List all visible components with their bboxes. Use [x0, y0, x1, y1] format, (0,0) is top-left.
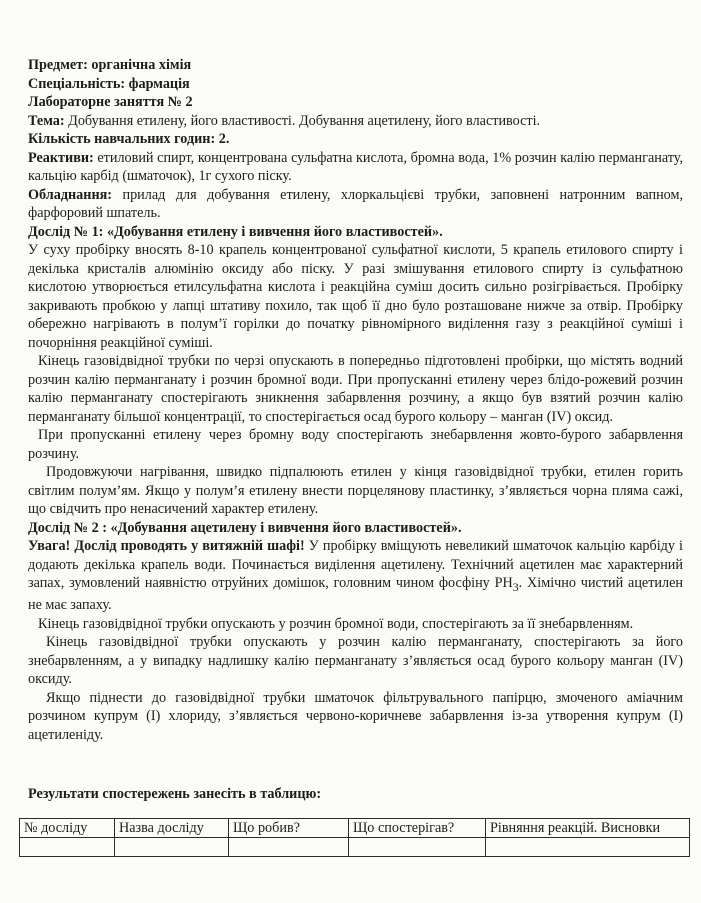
results-table — [19, 818, 690, 857]
experiment-2-paragraph-4: Якщо піднести до газовідвідної трубки шматочок фільтрувального папірцю, змоченого аміачним розчином купрум (I) хлориду, з’являється червоно-коричневе забарвлення із-за утворення купрум (I) ацетиленіду. — [28, 689, 683, 743]
results-table-empty-row — [20, 838, 690, 857]
hours-line: Кількість навчальних годин: 2. — [28, 131, 230, 147]
experiment-2-paragraph-3: Кінець газовідвідної трубки опускають у розчин калію перманганату, спостерігають за його знебарвленням, а у випадку надлишку калію перманганату з’являється осад бурого кольору манган (IV) оксиду. — [28, 634, 683, 688]
empty-cell — [229, 838, 349, 857]
warning-text: Увага! Дослід проводять у витяжній шафі! — [28, 538, 305, 554]
experiment-2-paragraph-1-end: . Хімічно чистий ацетилен не має запаху. — [28, 575, 683, 614]
reagents-paragraph — [28, 149, 683, 186]
header-what-observed: Що спостерігав? — [349, 819, 486, 838]
header-experiment-number: № досліду — [20, 819, 115, 838]
equipment-text: прилад для добування етилену, хлоркальцієві трубки, заповнені натронним вапном, фарфоровий шпатель. — [28, 186, 684, 221]
empty-cell — [349, 838, 486, 857]
results-table-header-row — [20, 819, 690, 838]
empty-cell — [115, 838, 229, 857]
equipment-paragraph — [28, 186, 683, 223]
experiment-2-paragraph-2: Кінець газовідвідної трубки опускають у розчин бромної води, спостерігають за її знебарвленням. — [38, 615, 634, 632]
topic-label: Тема: — [28, 112, 65, 129]
experiment-1-paragraph-1: У суху пробірку вносять 8-10 крапель концентрованої сульфатної кислоти, 5 крапель етилового спирту і декілька кристалів алюмінію оксиду або піску. У разі змішування етилового спирту із сульфатною кислотою утворюється етилсульфатна кислота і реакційна суміш досить сильно розігрівається. Пробірку закривають пробкою у лапці штативу похило, так щоб її дно було розташоване нижче за отвір. Пробірку обережно нагрівають в полум’ї горілки до початку рівномірного виділення газу з реакційної суміші і почорніння реакційної суміші. — [28, 242, 683, 351]
experiment-1-paragraph-3: При пропусканні етилену через бромну воду спостерігають знебарвлення жовто-бурого забарвлення розчину. — [28, 427, 683, 462]
header-what-done: Що робив? — [229, 819, 349, 838]
experiment-1-paragraph-4: Продовжуючи нагрівання, швидко підпалюють етилен у кінця газовідвідної трубки, етилен горить світлим полум’ям. Якщо у полум’я етилену внести порцелянову пластинку, з’являється чорна пляма сажі, що свідчить про ненасичений характер етилену. — [28, 464, 683, 517]
experiment-2-title: Дослід № 2 : «Добування ацетилену і вивчення його властивостей». — [28, 519, 462, 536]
experiment-1-paragraph-2: Кінець газовідвідної трубки по черзі опускають в попередньо підготовлені пробірки, що містять водний розчин калію перманганату і розчин бромної води. При пропусканні етилену через блідо-рожевий розчин калію перманганату спостерігають зникнення забарвлення розчину, а якщо був взятий розчин калію перманганату більшої концентрації, то спостерігається осад бурого кольору – манган (IV) оксид. — [28, 353, 683, 425]
experiment-1-title: Дослід № 1: «Добування етилену і вивчення його властивостей». — [28, 223, 443, 240]
equipment-label: Обладнання: — [28, 186, 113, 203]
empty-cell — [486, 838, 690, 857]
document-body — [28, 56, 683, 744]
subject-line: Предмет: органічна хімія — [28, 57, 192, 73]
topic-line — [28, 112, 683, 131]
header-experiment-name: Назва досліду — [115, 819, 229, 838]
reagents-label: Реактиви: — [28, 149, 94, 166]
header-reaction-equations: Рівняння реакцій. Висновки — [486, 819, 690, 838]
experiment-2-paragraph-1-text: У пробірку вміщують невеликий шматочок кальцію карбіду і додають декілька крапель води. Починається виділення ацетилену. Технічний ацетилен має характерний запах, зумовлений наявністю отруйних домішок, головним чином фосфіну РН — [28, 538, 683, 591]
reagents-text: етиловий спирт, концентрована сульфатна кислота, бромна вода, 1% розчин калію перманганату, кальцію карбід (шматочок), 1г сухого піску. — [28, 149, 683, 184]
results-title: Результати спостережень занесіть в таблицю: — [28, 786, 322, 802]
experiment-2-paragraph-1 — [28, 537, 683, 615]
lesson-line: Лабораторне заняття № 2 — [28, 94, 193, 110]
topic-text: Добування етилену, його властивості. Добування ацетилену, його властивості. — [68, 112, 541, 129]
subscript-3: 3 — [512, 579, 519, 594]
empty-cell — [20, 838, 115, 857]
speciality-line: Спеціальність: фармація — [28, 75, 190, 92]
